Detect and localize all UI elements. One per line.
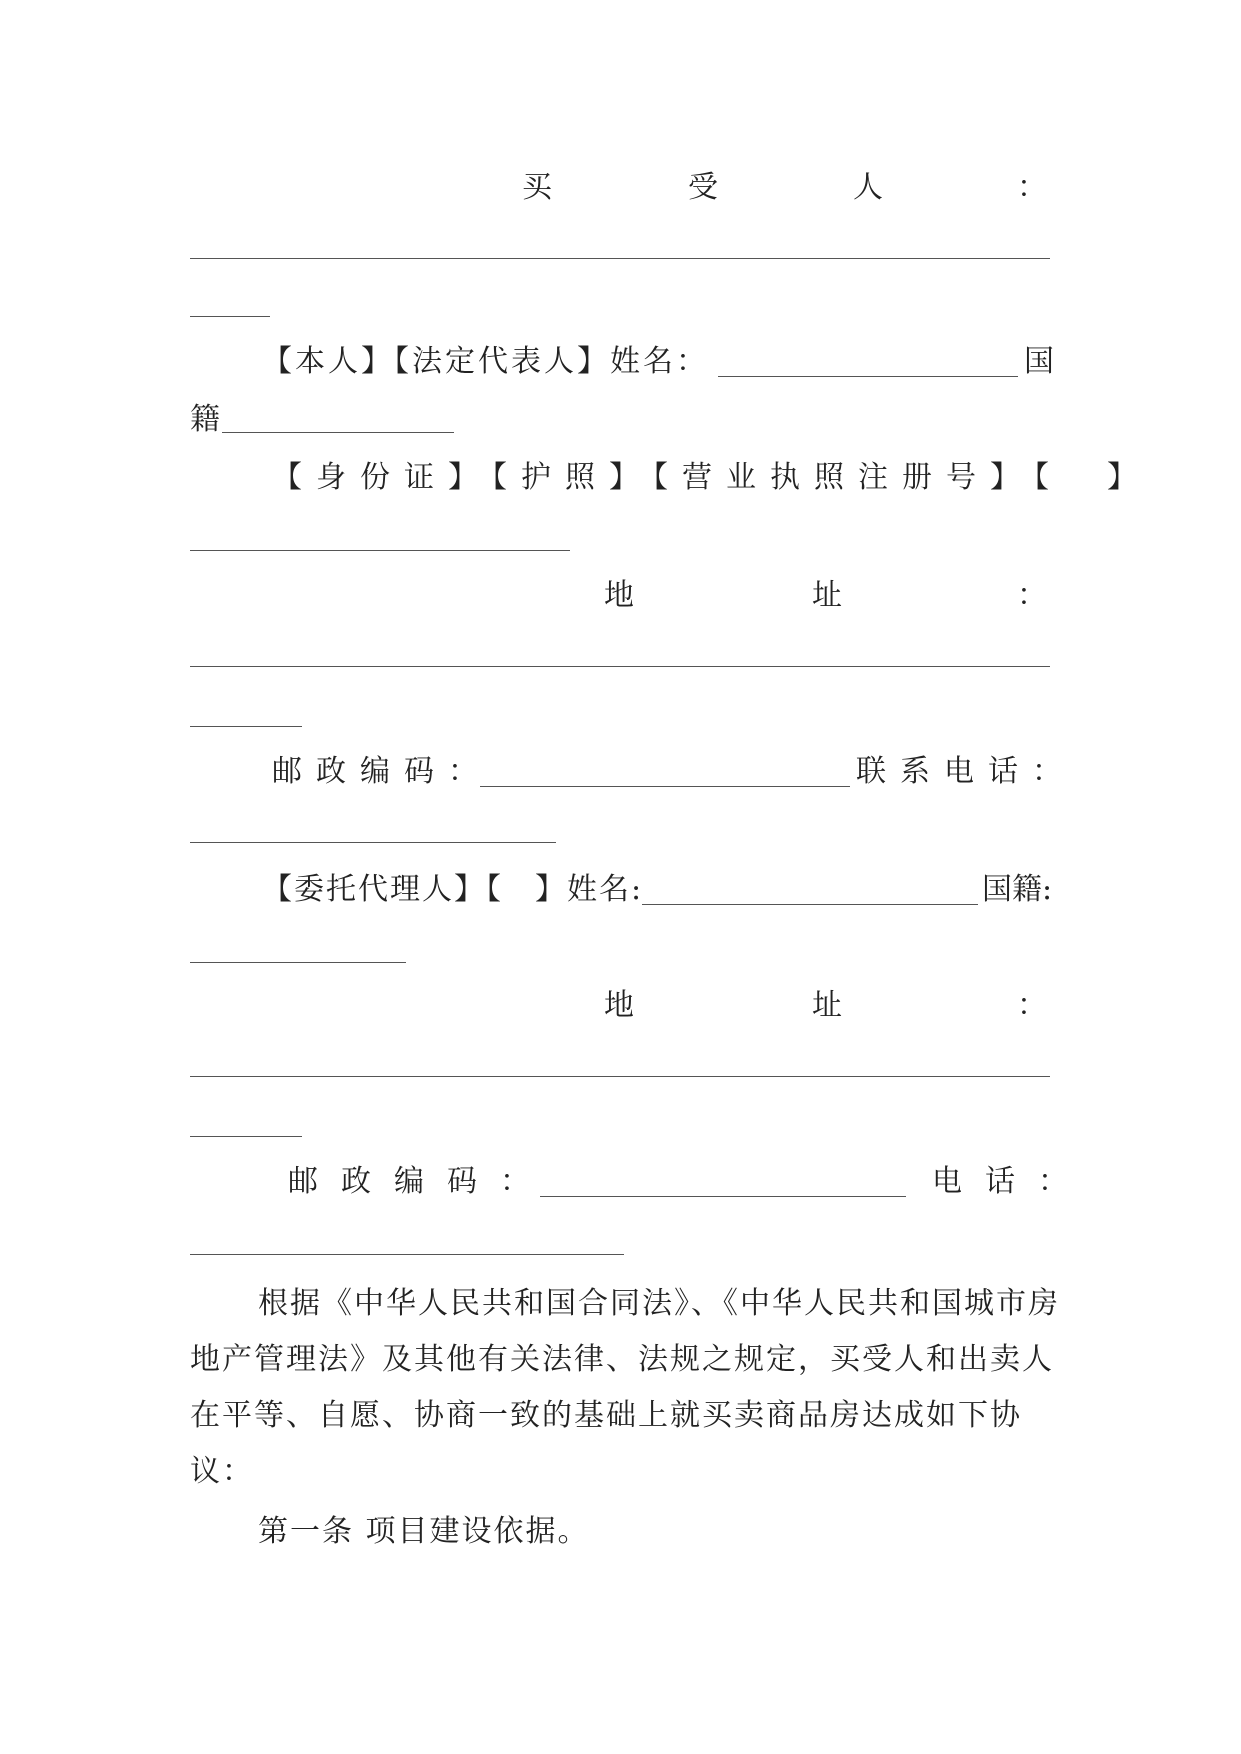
agent-address-colon: ： xyxy=(1017,988,1047,1023)
buyer-char-3: 人 xyxy=(853,170,883,205)
agent-phone-blank[interactable] xyxy=(190,1254,624,1255)
buyer-char-1: 买 xyxy=(522,170,552,205)
address-blank-cont[interactable] xyxy=(190,726,302,727)
agent-postcode-label: 邮政编码： xyxy=(288,1164,553,1199)
agent-address-blank-cont[interactable] xyxy=(190,1136,302,1137)
contact-phone-label: 联系电话： xyxy=(856,754,1076,789)
agent-address-char-2: 址 xyxy=(812,988,842,1023)
nationality-blank[interactable] xyxy=(222,432,454,433)
address-char-1: 地 xyxy=(604,578,634,613)
address-char-2: 址 xyxy=(812,578,842,613)
agent-nationality-blank[interactable] xyxy=(190,962,406,963)
preamble-paragraph: 根据《中华人民共和国合同法》、《中华人民共和国城市房地产管理法》及其他有关法律、法规之规定，买受人和出卖人在平等、自愿、协商一致的基础上就买卖商品房达成如下协议： xyxy=(190,1286,1060,1489)
buyer-colon: ： xyxy=(1017,170,1047,205)
buyer-name-blank-cont[interactable] xyxy=(190,316,270,317)
id-doc-label: 【身份证】【护照】【营业执照注册号】【 】 xyxy=(272,460,1151,495)
agent-address-char-1: 地 xyxy=(604,988,634,1023)
buyer-char-2: 受 xyxy=(688,170,718,205)
legal-rep-label: 【本人】【法定代表人】姓名： xyxy=(262,344,709,379)
address-colon: ： xyxy=(1017,578,1047,613)
agent-nationality-label: 国籍: xyxy=(982,872,1053,907)
address-blank[interactable] xyxy=(190,666,1050,667)
article-1-heading: 第一条 项目建设依据。 xyxy=(258,1514,590,1549)
nationality-label-cont: 籍 xyxy=(190,402,220,437)
postcode-label: 邮政编码： xyxy=(272,754,492,789)
agent-label: 【委托代理人】【 】姓名: xyxy=(262,872,644,907)
contact-phone-blank[interactable] xyxy=(190,842,556,843)
agent-postcode-blank[interactable] xyxy=(540,1196,906,1197)
nationality-label: 国 xyxy=(1024,344,1054,379)
legal-rep-name-blank[interactable] xyxy=(718,376,1018,377)
postcode-blank[interactable] xyxy=(480,786,850,787)
agent-phone-label: 电话： xyxy=(932,1164,1091,1199)
buyer-name-blank[interactable] xyxy=(190,258,1050,259)
id-doc-number-blank[interactable] xyxy=(190,550,570,551)
agent-address-blank[interactable] xyxy=(190,1076,1050,1077)
agent-name-blank[interactable] xyxy=(642,904,978,905)
